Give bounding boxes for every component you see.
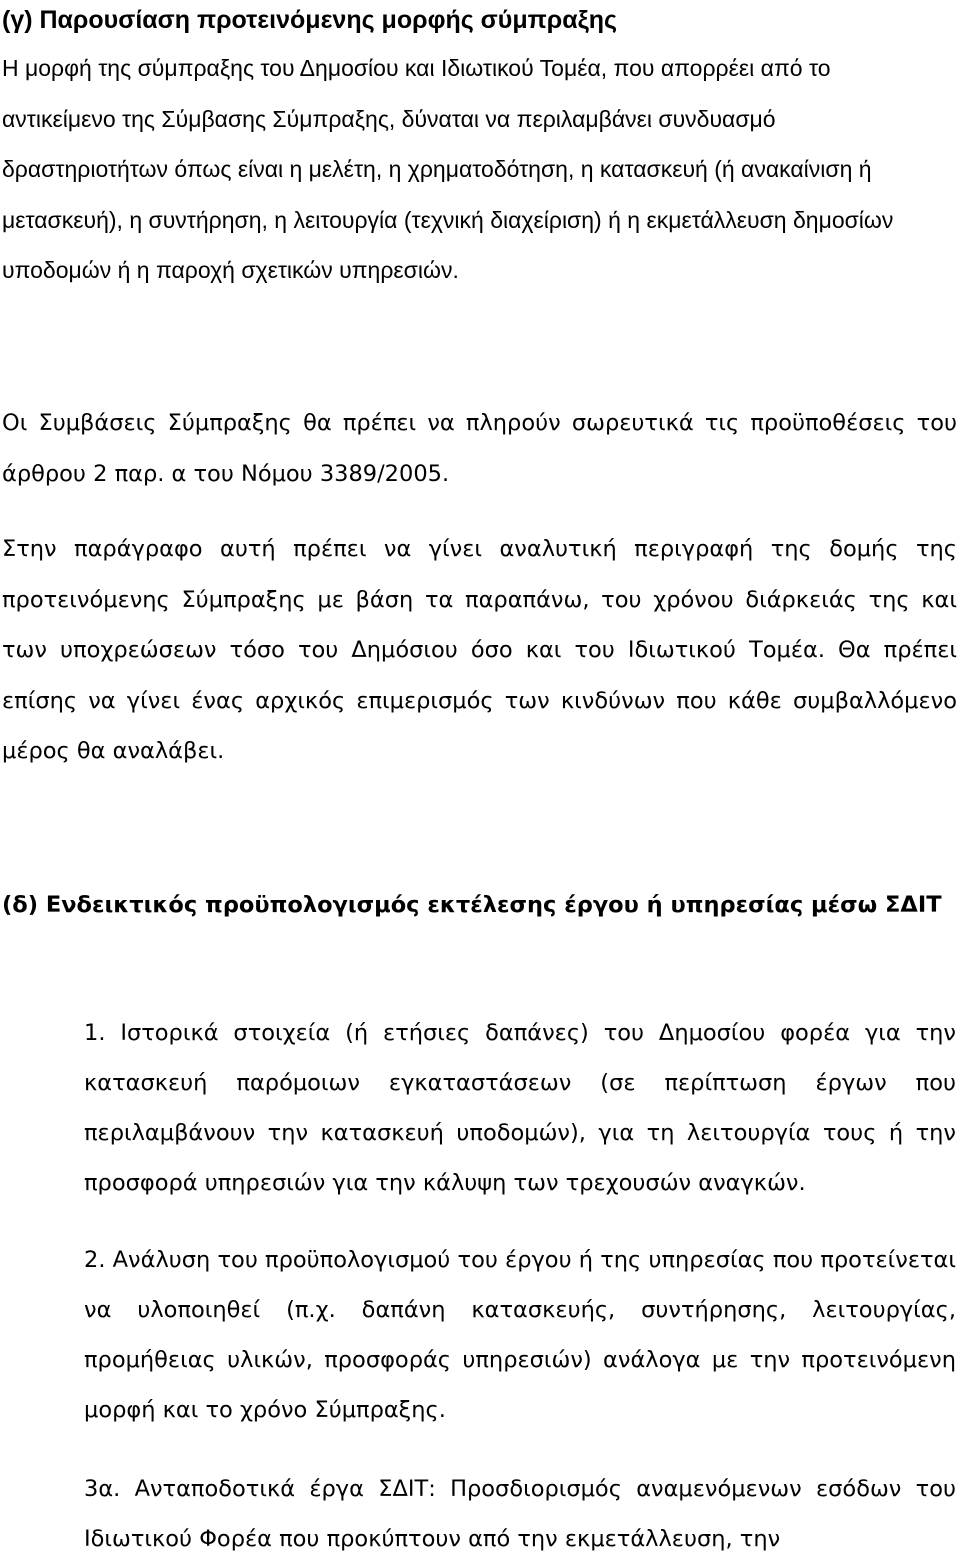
section-g-heading: (γ) Παρουσίαση προτεινόμενης μορφής σύμπραξης [2, 6, 618, 34]
budget-item-1: 1. Ιστορικά στοιχεία (ή ετήσιες δαπάνες) του Δημοσίου φορέα για την κατασκευή παρόμοιων εγκαταστάσεων (σε περίπτωση έργων που περιλαμβάνουν την κατασκευή υποδομών), για τη λειτουργία τους ή την προσφορά υπηρεσιών για την κάλυψη των τρεχουσών αναγκών. [84, 1020, 956, 1196]
section-g-paragraph-2: Οι Συμβάσεις Σύμπραξης θα πρέπει να πληρούν σωρευτικά τις προϋποθέσεις του άρθρου 2 παρ. α του Νόμου 3389/2005. [2, 410, 957, 487]
section-d-heading: (δ) Ενδεικτικός προϋπολογισμός εκτέλεσης έργου ή υπηρεσίας μέσω ΣΔΙΤ [2, 892, 942, 918]
budget-item-3a: 3α. Ανταποδοτικά έργα ΣΔΙΤ: Προσδιορισμός αναμενόμενων εσόδων του Ιδιωτικού Φορέα που προκύπτουν από την εκμετάλλευση, την [84, 1476, 956, 1552]
section-g-paragraph-3: Στην παράγραφο αυτή πρέπει να γίνει αναλυτική περιγραφή της δομής της προτεινόμενης Σύμπραξης με βάση τα παραπάνω, του χρόνου διάρκειάς της και των υποχρεώσεων τόσο του Δημόσιου όσο και του Ιδιωτικού Τομέα. Θα πρέπει επίσης να γίνει ένας αρχικός επιμερισμός των κινδύνων που κάθε συμβαλλόμενο μέρος θα αναλάβει. [2, 536, 957, 764]
budget-item-2: 2. Ανάλυση του προϋπολογισμού του έργου ή της υπηρεσίας που προτείνεται να υλοποιηθεί (π.χ. δαπάνη κατασκευής, συντήρησης, λειτουργίας, προμήθειας υλικών, προσφοράς υπηρεσιών) ανάλογα με την προτεινόμενη μορφή και το χρόνο Σύμπραξης. [84, 1247, 956, 1423]
section-g-paragraph-1: Η μορφή της σύμπραξης του Δημοσίου και Ιδιωτικού Τομέα, που απορρέει από το αντικείμενο της Σύμβασης Σύμπραξης, δύναται να περιλαμβάνει συνδυασμό δραστηριοτήτων όπως είναι η μελέτη, η χρηματοδότηση, η κατασκευή (ή ανακαίνιση ή μετασκευή), η συντήρηση, η λειτουργία (τεχνική διαχείριση) ή η εκμετάλλευση δημοσίων υποδομών ή η παροχή σχετικών υπηρεσιών. [2, 55, 894, 283]
